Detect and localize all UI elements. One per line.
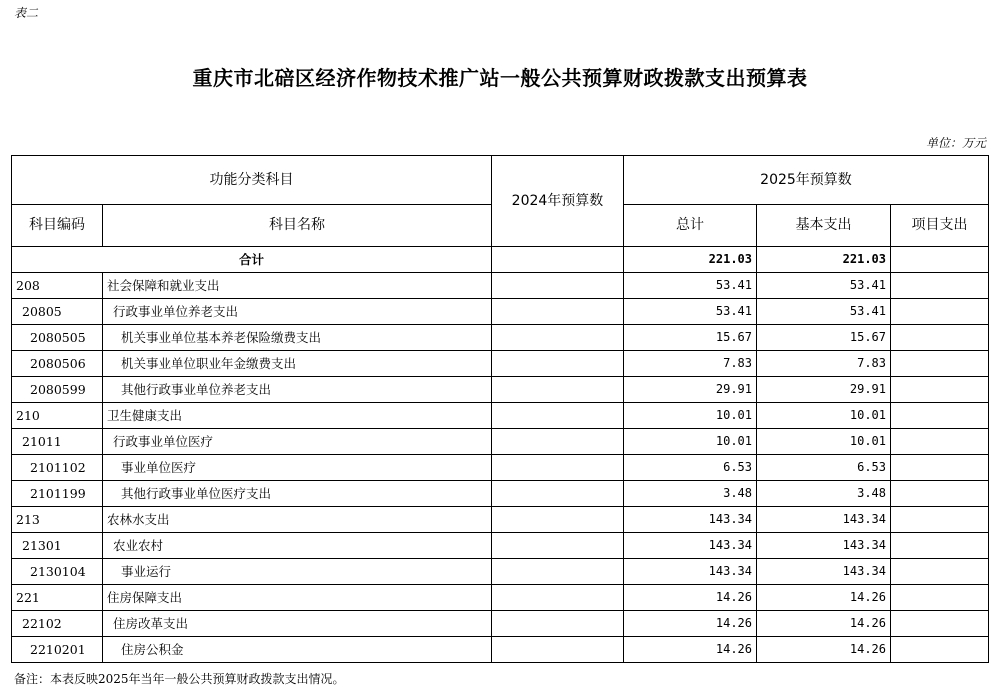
row-project — [891, 481, 989, 507]
table-row — [12, 429, 989, 455]
row-budget-2024 — [492, 429, 624, 455]
row-name: 事业单位医疗 — [103, 455, 492, 481]
row-budget-2024 — [492, 481, 624, 507]
row-name: 农林水支出 — [103, 507, 492, 533]
table-row — [12, 559, 989, 585]
row-budget-2024 — [492, 533, 624, 559]
row-total: 29.91 — [624, 377, 757, 403]
table-row — [12, 533, 989, 559]
row-code: 21011 — [12, 429, 103, 455]
header-row-1 — [12, 156, 989, 205]
table-row — [12, 507, 989, 533]
header-name: 科目名称 — [103, 205, 492, 247]
row-name: 住房改革支出 — [103, 611, 492, 637]
row-code: 2210201 — [12, 637, 103, 663]
row-basic: 10.01 — [757, 403, 891, 429]
row-total: 14.26 — [624, 637, 757, 663]
row-project — [891, 325, 989, 351]
row-name: 机关事业单位基本养老保险缴费支出 — [103, 325, 492, 351]
row-code: 2101199 — [12, 481, 103, 507]
row-budget-2024 — [492, 559, 624, 585]
row-budget-2024 — [492, 611, 624, 637]
row-total: 14.26 — [624, 585, 757, 611]
row-basic: 6.53 — [757, 455, 891, 481]
table-row — [12, 585, 989, 611]
row-basic: 29.91 — [757, 377, 891, 403]
table-row — [12, 377, 989, 403]
row-total: 3.48 — [624, 481, 757, 507]
header-code: 科目编码 — [12, 205, 103, 247]
row-basic: 143.34 — [757, 507, 891, 533]
row-budget-2024 — [492, 455, 624, 481]
total-row — [12, 247, 989, 273]
row-code: 2080506 — [12, 351, 103, 377]
row-budget-2024 — [492, 637, 624, 663]
row-budget-2024 — [492, 325, 624, 351]
row-budget-2024 — [492, 377, 624, 403]
header-project: 项目支出 — [891, 205, 989, 247]
total-basic: 221.03 — [757, 247, 891, 273]
row-basic: 14.26 — [757, 585, 891, 611]
row-name: 行政事业单位医疗 — [103, 429, 492, 455]
row-code: 2101102 — [12, 455, 103, 481]
table-row — [12, 455, 989, 481]
footnote: 备注：本表反映2025年当年一般公共预算财政拨款支出情况。 — [14, 672, 345, 686]
budget-table — [11, 155, 989, 663]
row-budget-2024 — [492, 585, 624, 611]
row-basic: 3.48 — [757, 481, 891, 507]
table-row — [12, 403, 989, 429]
row-basic: 143.34 — [757, 533, 891, 559]
row-total: 10.01 — [624, 429, 757, 455]
row-project — [891, 273, 989, 299]
row-code: 21301 — [12, 533, 103, 559]
row-basic: 15.67 — [757, 325, 891, 351]
row-budget-2024 — [492, 403, 624, 429]
row-total: 143.34 — [624, 533, 757, 559]
row-project — [891, 559, 989, 585]
row-budget-2024 — [492, 273, 624, 299]
total-project — [891, 247, 989, 273]
row-code: 221 — [12, 585, 103, 611]
row-basic: 53.41 — [757, 299, 891, 325]
row-code: 213 — [12, 507, 103, 533]
row-total: 143.34 — [624, 559, 757, 585]
row-name: 社会保障和就业支出 — [103, 273, 492, 299]
row-project — [891, 429, 989, 455]
row-project — [891, 351, 989, 377]
total-label: 合计 — [12, 247, 492, 273]
row-basic: 7.83 — [757, 351, 891, 377]
row-project — [891, 455, 989, 481]
row-name: 农业农村 — [103, 533, 492, 559]
row-project — [891, 299, 989, 325]
table-row — [12, 351, 989, 377]
row-project — [891, 507, 989, 533]
header-total: 总计 — [624, 205, 757, 247]
row-project — [891, 611, 989, 637]
row-basic: 143.34 — [757, 559, 891, 585]
table-row — [12, 481, 989, 507]
row-code: 20805 — [12, 299, 103, 325]
row-code: 208 — [12, 273, 103, 299]
row-code: 210 — [12, 403, 103, 429]
table-row — [12, 273, 989, 299]
row-code: 22102 — [12, 611, 103, 637]
header-basic: 基本支出 — [757, 205, 891, 247]
row-total: 143.34 — [624, 507, 757, 533]
row-total: 53.41 — [624, 299, 757, 325]
table-row — [12, 637, 989, 663]
table-tag: 表二 — [14, 6, 39, 20]
row-total: 14.26 — [624, 611, 757, 637]
row-name: 机关事业单位职业年金缴费支出 — [103, 351, 492, 377]
table-row — [12, 611, 989, 637]
row-project — [891, 533, 989, 559]
table-row — [12, 299, 989, 325]
row-name: 行政事业单位养老支出 — [103, 299, 492, 325]
row-project — [891, 377, 989, 403]
row-project — [891, 637, 989, 663]
total-2024 — [492, 247, 624, 273]
row-basic: 53.41 — [757, 273, 891, 299]
row-name: 住房保障支出 — [103, 585, 492, 611]
row-total: 6.53 — [624, 455, 757, 481]
row-total: 15.67 — [624, 325, 757, 351]
page-title: 重庆市北碚区经济作物技术推广站一般公共预算财政拨款支出预算表 — [192, 66, 808, 90]
row-total: 10.01 — [624, 403, 757, 429]
row-total: 7.83 — [624, 351, 757, 377]
header-budget-2024: 2024年预算数 — [492, 156, 624, 247]
row-budget-2024 — [492, 299, 624, 325]
table-row — [12, 325, 989, 351]
row-basic: 10.01 — [757, 429, 891, 455]
header-budget-2025: 2025年预算数 — [624, 156, 989, 205]
row-project — [891, 585, 989, 611]
row-name: 事业运行 — [103, 559, 492, 585]
row-budget-2024 — [492, 507, 624, 533]
header-func-class: 功能分类科目 — [12, 156, 492, 205]
row-code: 2130104 — [12, 559, 103, 585]
row-basic: 14.26 — [757, 611, 891, 637]
unit-label: 单位：万元 — [925, 136, 986, 150]
row-name: 其他行政事业单位医疗支出 — [103, 481, 492, 507]
row-code: 2080599 — [12, 377, 103, 403]
row-total: 53.41 — [624, 273, 757, 299]
row-name: 其他行政事业单位养老支出 — [103, 377, 492, 403]
row-budget-2024 — [492, 351, 624, 377]
row-basic: 14.26 — [757, 637, 891, 663]
row-code: 2080505 — [12, 325, 103, 351]
row-name: 卫生健康支出 — [103, 403, 492, 429]
total-sum: 221.03 — [624, 247, 757, 273]
row-name: 住房公积金 — [103, 637, 492, 663]
row-project — [891, 403, 989, 429]
